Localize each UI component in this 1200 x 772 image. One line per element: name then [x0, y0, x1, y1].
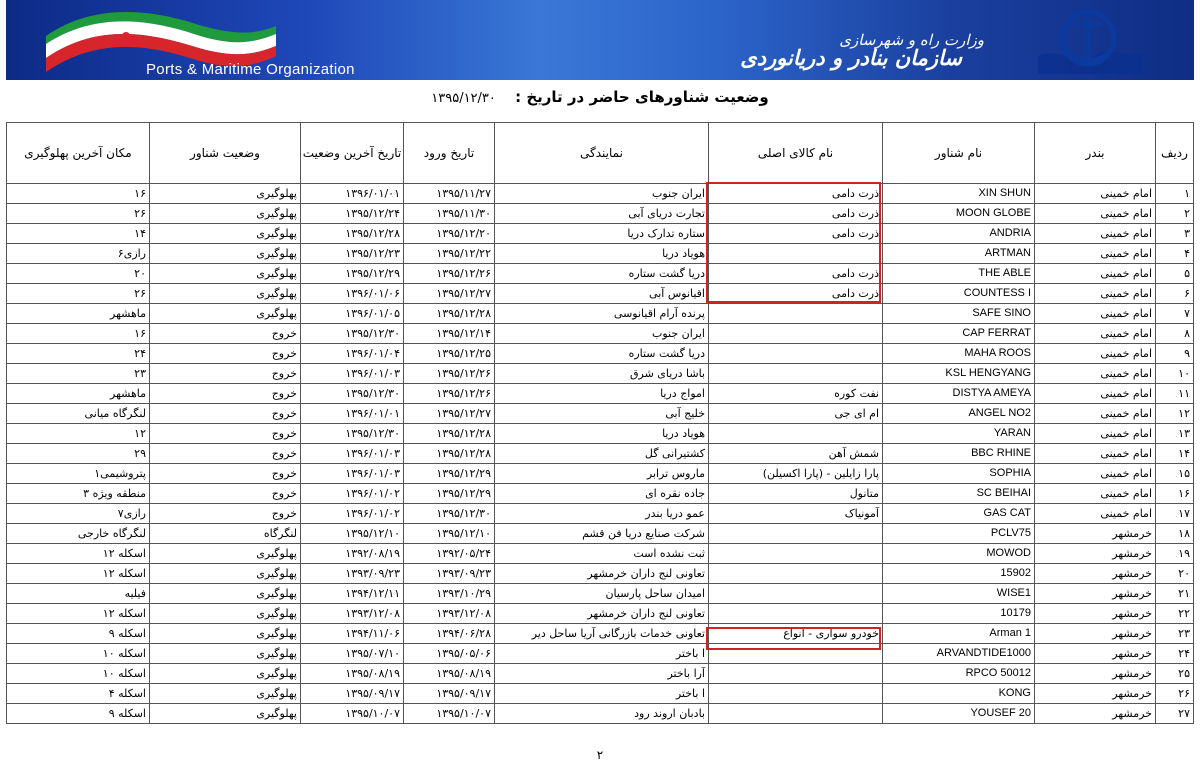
cargo-cell: ذرت دامی	[709, 264, 883, 284]
vessel-name-cell: ARVANDTIDE1000	[883, 644, 1035, 664]
arrival-date-cell: ۱۳۹۵/۰۸/۱۹	[404, 664, 495, 684]
row-number: ۴	[1156, 244, 1194, 264]
vessel-name-cell: WISE1	[883, 584, 1035, 604]
last-status-date-cell: ۱۳۹۶/۰۱/۰۳	[301, 444, 404, 464]
row-number: ۲۰	[1156, 564, 1194, 584]
arrival-date-cell: ۱۳۹۵/۱۲/۲۲	[404, 244, 495, 264]
table-row	[7, 624, 1194, 644]
arrival-date-cell: ۱۳۹۵/۱۰/۰۷	[404, 704, 495, 724]
agency-cell: هویاد دریا	[495, 244, 709, 264]
row-number: ۱۷	[1156, 504, 1194, 524]
column-header: تاریخ ورود	[404, 123, 495, 184]
arrival-date-cell: ۱۳۹۵/۱۲/۲۸	[404, 304, 495, 324]
last-berth-cell: ۲۴	[7, 344, 150, 364]
last-status-date-cell: ۱۳۹۶/۰۱/۰۲	[301, 484, 404, 504]
port-cell: امام خمینی	[1035, 224, 1156, 244]
port-cell: خرمشهر	[1035, 604, 1156, 624]
agency-cell: هویاد دریا	[495, 424, 709, 444]
last-berth-cell: ۲۹	[7, 444, 150, 464]
agency-cell: شرکت صنایع دریا فن قشم	[495, 524, 709, 544]
table-row	[7, 384, 1194, 404]
ministry-name: وزارت راه و شهرسازی	[839, 31, 984, 49]
agency-cell: کشتیرانی گل	[495, 444, 709, 464]
title-date: ۱۳۹۵/۱۲/۳۰	[431, 91, 496, 106]
table-row	[7, 364, 1194, 384]
last-status-date-cell: ۱۳۹۴/۱۱/۰۶	[301, 624, 404, 644]
vessel-status-cell: خروج	[150, 404, 301, 424]
vessel-status-cell: پهلوگیری	[150, 284, 301, 304]
table-row	[7, 564, 1194, 584]
last-status-date-cell: ۱۳۹۳/۱۲/۰۸	[301, 604, 404, 624]
cargo-cell: پارا زایلین - (پارا اکسیلن)	[709, 464, 883, 484]
row-number: ۱۰	[1156, 364, 1194, 384]
vessel-name-cell: ANDRIA	[883, 224, 1035, 244]
port-cell: امام خمینی	[1035, 404, 1156, 424]
last-berth-cell: اسکله ۱۲	[7, 564, 150, 584]
row-number: ۲۷	[1156, 704, 1194, 724]
arrival-date-cell: ۱۳۹۲/۰۵/۲۴	[404, 544, 495, 564]
column-header: نام کالای اصلی	[709, 123, 883, 184]
vessel-name-cell: MOWOD	[883, 544, 1035, 564]
cargo-cell	[709, 664, 883, 684]
page-number: ۲	[596, 748, 604, 762]
arrival-date-cell: ۱۳۹۵/۱۲/۲۰	[404, 224, 495, 244]
last-berth-cell: ۲۰	[7, 264, 150, 284]
table-row	[7, 424, 1194, 444]
agency-cell: عمو دریا بندر	[495, 504, 709, 524]
cargo-cell	[709, 704, 883, 724]
agency-cell: ایران جنوب	[495, 324, 709, 344]
vessel-status-cell: پهلوگیری	[150, 204, 301, 224]
table-row	[7, 604, 1194, 624]
row-number: ۱۶	[1156, 484, 1194, 504]
vessel-name-cell: GAS CAT	[883, 504, 1035, 524]
agency-cell: ماروس ترابر	[495, 464, 709, 484]
arrival-date-cell: ۱۳۹۳/۰۹/۲۳	[404, 564, 495, 584]
vessel-status-cell: پهلوگیری	[150, 224, 301, 244]
vessel-status-cell: خروج	[150, 444, 301, 464]
vessel-status-cell: پهلوگیری	[150, 184, 301, 204]
agency-cell: تعاونی لنج داران خرمشهر	[495, 604, 709, 624]
row-number: ۱۴	[1156, 444, 1194, 464]
cargo-cell: ذرت دامی	[709, 204, 883, 224]
table-row	[7, 264, 1194, 284]
last-status-date-cell: ۱۳۹۵/۱۲/۳۰	[301, 384, 404, 404]
cargo-cell	[709, 564, 883, 584]
arrival-date-cell: ۱۳۹۵/۱۲/۱۰	[404, 524, 495, 544]
last-berth-cell: اسکله ۱۰	[7, 644, 150, 664]
last-status-date-cell: ۱۳۹۶/۰۱/۰۱	[301, 404, 404, 424]
last-berth-cell: ماهشهر	[7, 384, 150, 404]
cargo-cell	[709, 644, 883, 664]
last-status-date-cell: ۱۳۹۶/۰۱/۰۳	[301, 364, 404, 384]
row-number: ۹	[1156, 344, 1194, 364]
row-number: ۶	[1156, 284, 1194, 304]
last-berth-cell: لنگرگاه خارجی	[7, 524, 150, 544]
vessel-status-cell: خروج	[150, 504, 301, 524]
last-status-date-cell: ۱۳۹۶/۰۱/۰۵	[301, 304, 404, 324]
agency-cell: ا باختر	[495, 684, 709, 704]
vessel-status-cell: خروج	[150, 424, 301, 444]
row-number: ۲۳	[1156, 624, 1194, 644]
vessel-status-cell: خروج	[150, 324, 301, 344]
vessel-name-cell: Arman 1	[883, 624, 1035, 644]
agency-cell: جاده نقره ای	[495, 484, 709, 504]
row-number: ۵	[1156, 264, 1194, 284]
last-berth-cell: رازی۷	[7, 504, 150, 524]
vessel-name-cell: KONG	[883, 684, 1035, 704]
last-berth-cell: ۱۶	[7, 324, 150, 344]
cargo-cell	[709, 324, 883, 344]
vessel-name-cell: XIN SHUN	[883, 184, 1035, 204]
table-row	[7, 584, 1194, 604]
vessel-status-cell: پهلوگیری	[150, 244, 301, 264]
vessel-status-cell: لنگرگاه	[150, 524, 301, 544]
table-row	[7, 504, 1194, 524]
last-berth-cell: رازی۶	[7, 244, 150, 264]
row-number: ۱۸	[1156, 524, 1194, 544]
last-status-date-cell: ۱۳۹۵/۱۰/۰۷	[301, 704, 404, 724]
agency-cell: دریا گشت ستاره	[495, 264, 709, 284]
vessel-status-cell: پهلوگیری	[150, 304, 301, 324]
row-number: ۷	[1156, 304, 1194, 324]
port-cell: امام خمینی	[1035, 464, 1156, 484]
agency-cell: پرنده آرام اقیانوسی	[495, 304, 709, 324]
last-status-date-cell: ۱۳۹۵/۰۸/۱۹	[301, 664, 404, 684]
last-berth-cell: فیلیه	[7, 584, 150, 604]
vessel-name-cell: BBC RHINE	[883, 444, 1035, 464]
page-title	[0, 88, 1200, 106]
vessel-name-cell: DISTYA AMEYA	[883, 384, 1035, 404]
port-cell: امام خمینی	[1035, 484, 1156, 504]
cargo-cell: ام ای جی	[709, 404, 883, 424]
port-cell: امام خمینی	[1035, 244, 1156, 264]
port-cell: خرمشهر	[1035, 584, 1156, 604]
vessels-table	[6, 122, 1194, 724]
row-number: ۱	[1156, 184, 1194, 204]
vessel-name-cell: 10179	[883, 604, 1035, 624]
row-number: ۱۵	[1156, 464, 1194, 484]
vessel-status-cell: پهلوگیری	[150, 564, 301, 584]
port-cell: امام خمینی	[1035, 444, 1156, 464]
arrival-date-cell: ۱۳۹۵/۱۲/۲۶	[404, 384, 495, 404]
vessel-name-cell: ANGEL NO2	[883, 404, 1035, 424]
table-row	[7, 644, 1194, 664]
port-cell: خرمشهر	[1035, 704, 1156, 724]
column-header: نام شناور	[883, 123, 1035, 184]
vessel-name-cell: ARTMAN	[883, 244, 1035, 264]
port-cell: امام خمینی	[1035, 324, 1156, 344]
last-status-date-cell: ۱۳۹۵/۰۷/۱۰	[301, 644, 404, 664]
agency-cell: تعاونی لنج داران خرمشهر	[495, 564, 709, 584]
row-number: ۱۲	[1156, 404, 1194, 424]
agency-cell: باشا دریای شرق	[495, 364, 709, 384]
last-berth-cell: اسکله ۱۰	[7, 664, 150, 684]
last-status-date-cell: ۱۳۹۵/۱۲/۳۰	[301, 424, 404, 444]
arrival-date-cell: ۱۳۹۵/۰۵/۰۶	[404, 644, 495, 664]
arrival-date-cell: ۱۳۹۵/۱۲/۲۶	[404, 264, 495, 284]
table-row	[7, 324, 1194, 344]
vessel-status-cell: پهلوگیری	[150, 264, 301, 284]
arrival-date-cell: ۱۳۹۵/۱۲/۲۹	[404, 484, 495, 504]
port-cell: خرمشهر	[1035, 624, 1156, 644]
cargo-cell: شمش آهن	[709, 444, 883, 464]
cargo-cell	[709, 544, 883, 564]
row-number: ۱۹	[1156, 544, 1194, 564]
table-row	[7, 304, 1194, 324]
arrival-date-cell: ۱۳۹۵/۱۲/۲۷	[404, 284, 495, 304]
last-berth-cell: ۲۶	[7, 204, 150, 224]
arrival-date-cell: ۱۳۹۵/۱۲/۲۸	[404, 444, 495, 464]
table-row	[7, 244, 1194, 264]
cargo-cell: ذرت دامی	[709, 224, 883, 244]
arrival-date-cell: ۱۳۹۵/۰۹/۱۷	[404, 684, 495, 704]
agency-cell: امیدان ساحل پارسیان	[495, 584, 709, 604]
last-berth-cell: ۱۴	[7, 224, 150, 244]
last-status-date-cell: ۱۳۹۳/۰۹/۲۳	[301, 564, 404, 584]
cargo-cell: ذرت دامی	[709, 284, 883, 304]
last-berth-cell: منطقه ویژه ۳	[7, 484, 150, 504]
table-row	[7, 464, 1194, 484]
vessel-name-cell: SAFE SINO	[883, 304, 1035, 324]
last-status-date-cell: ۱۳۹۴/۱۲/۱۱	[301, 584, 404, 604]
cargo-cell: متانول	[709, 484, 883, 504]
last-status-date-cell: ۱۳۹۵/۱۲/۳۰	[301, 324, 404, 344]
last-berth-cell: اسکله ۱۲	[7, 544, 150, 564]
agency-cell: دریا گشت ستاره	[495, 344, 709, 364]
vessel-name-cell: YARAN	[883, 424, 1035, 444]
table-row	[7, 344, 1194, 364]
port-cell: خرمشهر	[1035, 524, 1156, 544]
last-berth-cell: ۱۶	[7, 184, 150, 204]
agency-cell: ا باختر	[495, 644, 709, 664]
row-number: ۳	[1156, 224, 1194, 244]
vessel-status-cell: پهلوگیری	[150, 644, 301, 664]
table-header-row	[7, 123, 1194, 184]
last-status-date-cell: ۱۳۹۵/۱۲/۲۳	[301, 244, 404, 264]
vessel-status-cell: خروج	[150, 364, 301, 384]
cargo-cell: ذرت دامی	[709, 184, 883, 204]
port-cell: خرمشهر	[1035, 564, 1156, 584]
title-text: وضعیت شناورهای حاضر در تاریخ :	[515, 88, 769, 106]
last-status-date-cell: ۱۳۹۵/۱۲/۱۰	[301, 524, 404, 544]
column-header: وضعیت شناور	[150, 123, 301, 184]
cargo-cell	[709, 584, 883, 604]
arrival-date-cell: ۱۳۹۳/۱۰/۲۹	[404, 584, 495, 604]
last-status-date-cell: ۱۳۹۵/۱۲/۲۴	[301, 204, 404, 224]
agency-cell: بادبان اروند رود	[495, 704, 709, 724]
agency-cell: تجارت دریای آبی	[495, 204, 709, 224]
arrival-date-cell: ۱۳۹۵/۱۲/۳۰	[404, 504, 495, 524]
arrival-date-cell: ۱۳۹۵/۱۲/۲۹	[404, 464, 495, 484]
anchor-logo-icon	[1028, 6, 1146, 74]
port-cell: امام خمینی	[1035, 184, 1156, 204]
vessel-name-cell: CAP FERRAT	[883, 324, 1035, 344]
port-cell: امام خمینی	[1035, 424, 1156, 444]
vessel-name-cell: SC BEIHAI	[883, 484, 1035, 504]
vessel-status-cell: پهلوگیری	[150, 684, 301, 704]
header-banner	[6, 0, 1194, 80]
arrival-date-cell: ۱۳۹۵/۱۲/۲۸	[404, 424, 495, 444]
port-cell: امام خمینی	[1035, 204, 1156, 224]
arrival-date-cell: ۱۳۹۴/۰۶/۲۸	[404, 624, 495, 644]
last-status-date-cell: ۱۳۹۲/۰۸/۱۹	[301, 544, 404, 564]
last-status-date-cell: ۱۳۹۶/۰۱/۰۱	[301, 184, 404, 204]
last-status-date-cell: ۱۳۹۵/۰۹/۱۷	[301, 684, 404, 704]
agency-cell: خلیج آبی	[495, 404, 709, 424]
port-cell: خرمشهر	[1035, 684, 1156, 704]
cargo-cell	[709, 344, 883, 364]
agency-cell: ثبت نشده است	[495, 544, 709, 564]
vessel-status-cell: خروج	[150, 464, 301, 484]
vessel-name-cell: RPCO 50012	[883, 664, 1035, 684]
row-number: ۲۵	[1156, 664, 1194, 684]
vessel-name-cell: THE ABLE	[883, 264, 1035, 284]
agency-cell: آرا باختر	[495, 664, 709, 684]
row-number: ۲۱	[1156, 584, 1194, 604]
table-row	[7, 204, 1194, 224]
vessel-name-cell: MAHA ROOS	[883, 344, 1035, 364]
row-number: ۱۳	[1156, 424, 1194, 444]
port-cell: خرمشهر	[1035, 644, 1156, 664]
table-row	[7, 664, 1194, 684]
column-header: بندر	[1035, 123, 1156, 184]
port-cell: خرمشهر	[1035, 664, 1156, 684]
vessel-name-cell: 15902	[883, 564, 1035, 584]
cargo-cell: نفت کوره	[709, 384, 883, 404]
cargo-cell	[709, 424, 883, 444]
vessel-name-cell: SOPHIA	[883, 464, 1035, 484]
arrival-date-cell: ۱۳۹۵/۱۱/۳۰	[404, 204, 495, 224]
arrival-date-cell: ۱۳۹۵/۱۲/۱۴	[404, 324, 495, 344]
last-berth-cell: ماهشهر	[7, 304, 150, 324]
cargo-cell	[709, 304, 883, 324]
column-header: مکان آخرین پهلوگیری	[7, 123, 150, 184]
vessel-status-cell: پهلوگیری	[150, 624, 301, 644]
cargo-cell	[709, 524, 883, 544]
table-row	[7, 404, 1194, 424]
column-header: نمایندگی	[495, 123, 709, 184]
cargo-cell: خودرو سواری - انواع	[709, 624, 883, 644]
last-status-date-cell: ۱۳۹۵/۱۲/۲۹	[301, 264, 404, 284]
cargo-cell	[709, 244, 883, 264]
last-status-date-cell: ۱۳۹۶/۰۱/۰۴	[301, 344, 404, 364]
port-cell: خرمشهر	[1035, 544, 1156, 564]
row-number: ۲	[1156, 204, 1194, 224]
agency-cell: امواج دریا	[495, 384, 709, 404]
arrival-date-cell: ۱۳۹۵/۱۲/۲۷	[404, 404, 495, 424]
vessel-status-cell: پهلوگیری	[150, 704, 301, 724]
agency-cell: اقیانوس آبی	[495, 284, 709, 304]
vessel-name-cell: KSL HENGYANG	[883, 364, 1035, 384]
table-row	[7, 444, 1194, 464]
agency-cell: ستاره تدارک دریا	[495, 224, 709, 244]
table-row	[7, 284, 1194, 304]
table-row	[7, 224, 1194, 244]
vessel-name-cell: MOON GLOBE	[883, 204, 1035, 224]
vessel-status-cell: خروج	[150, 344, 301, 364]
table-row	[7, 184, 1194, 204]
last-berth-cell: ۲۳	[7, 364, 150, 384]
row-number: ۱۱	[1156, 384, 1194, 404]
last-status-date-cell: ۱۳۹۶/۰۱/۰۶	[301, 284, 404, 304]
vessel-status-cell: پهلوگیری	[150, 544, 301, 564]
vessel-name-cell: COUNTESS I	[883, 284, 1035, 304]
vessel-name-cell: YOUSEF 20	[883, 704, 1035, 724]
organization-persian-name: سازمان بنادر و دریانوردی	[740, 45, 962, 70]
column-header: تاریخ آخرین وضعیت	[301, 123, 404, 184]
table-row	[7, 684, 1194, 704]
column-header: ردیف	[1156, 123, 1194, 184]
port-cell: امام خمینی	[1035, 364, 1156, 384]
cargo-cell	[709, 604, 883, 624]
table-row	[7, 544, 1194, 564]
vessel-status-cell: پهلوگیری	[150, 584, 301, 604]
last-berth-cell: پتروشیمی۱	[7, 464, 150, 484]
last-status-date-cell: ۱۳۹۶/۰۱/۰۳	[301, 464, 404, 484]
cargo-cell	[709, 684, 883, 704]
last-berth-cell: ۱۲	[7, 424, 150, 444]
vessel-status-cell: پهلوگیری	[150, 664, 301, 684]
row-number: ۲۲	[1156, 604, 1194, 624]
last-status-date-cell: ۱۳۹۵/۱۲/۲۸	[301, 224, 404, 244]
last-berth-cell: لنگرگاه میانی	[7, 404, 150, 424]
table-row	[7, 524, 1194, 544]
last-berth-cell: اسکله ۴	[7, 684, 150, 704]
cargo-cell	[709, 364, 883, 384]
port-cell: امام خمینی	[1035, 344, 1156, 364]
vessel-status-cell: خروج	[150, 484, 301, 504]
last-berth-cell: اسکله ۹	[7, 624, 150, 644]
arrival-date-cell: ۱۳۹۵/۱۲/۲۶	[404, 364, 495, 384]
port-cell: امام خمینی	[1035, 504, 1156, 524]
arrival-date-cell: ۱۳۹۵/۱۲/۲۵	[404, 344, 495, 364]
last-berth-cell: ۲۶	[7, 284, 150, 304]
last-status-date-cell: ۱۳۹۶/۰۱/۰۲	[301, 504, 404, 524]
arrival-date-cell: ۱۳۹۵/۱۱/۲۷	[404, 184, 495, 204]
agency-cell: ایران جنوب	[495, 184, 709, 204]
last-berth-cell: اسکله ۱۲	[7, 604, 150, 624]
row-number: ۸	[1156, 324, 1194, 344]
port-cell: امام خمینی	[1035, 284, 1156, 304]
row-number: ۲۴	[1156, 644, 1194, 664]
last-berth-cell: اسکله ۹	[7, 704, 150, 724]
row-number: ۲۶	[1156, 684, 1194, 704]
vessel-status-cell: پهلوگیری	[150, 604, 301, 624]
table-body	[7, 184, 1194, 724]
vessel-status-cell: خروج	[150, 384, 301, 404]
cargo-cell: آمونیاک	[709, 504, 883, 524]
port-cell: امام خمینی	[1035, 264, 1156, 284]
vessel-name-cell: PCLV75	[883, 524, 1035, 544]
table-row	[7, 484, 1194, 504]
arrival-date-cell: ۱۳۹۳/۱۲/۰۸	[404, 604, 495, 624]
table-row	[7, 704, 1194, 724]
agency-cell: تعاونی خدمات بازرگانی آریا ساحل دیر	[495, 624, 709, 644]
port-cell: امام خمینی	[1035, 304, 1156, 324]
organization-english-name: Ports & Maritime Organization	[146, 61, 355, 78]
port-cell: امام خمینی	[1035, 384, 1156, 404]
